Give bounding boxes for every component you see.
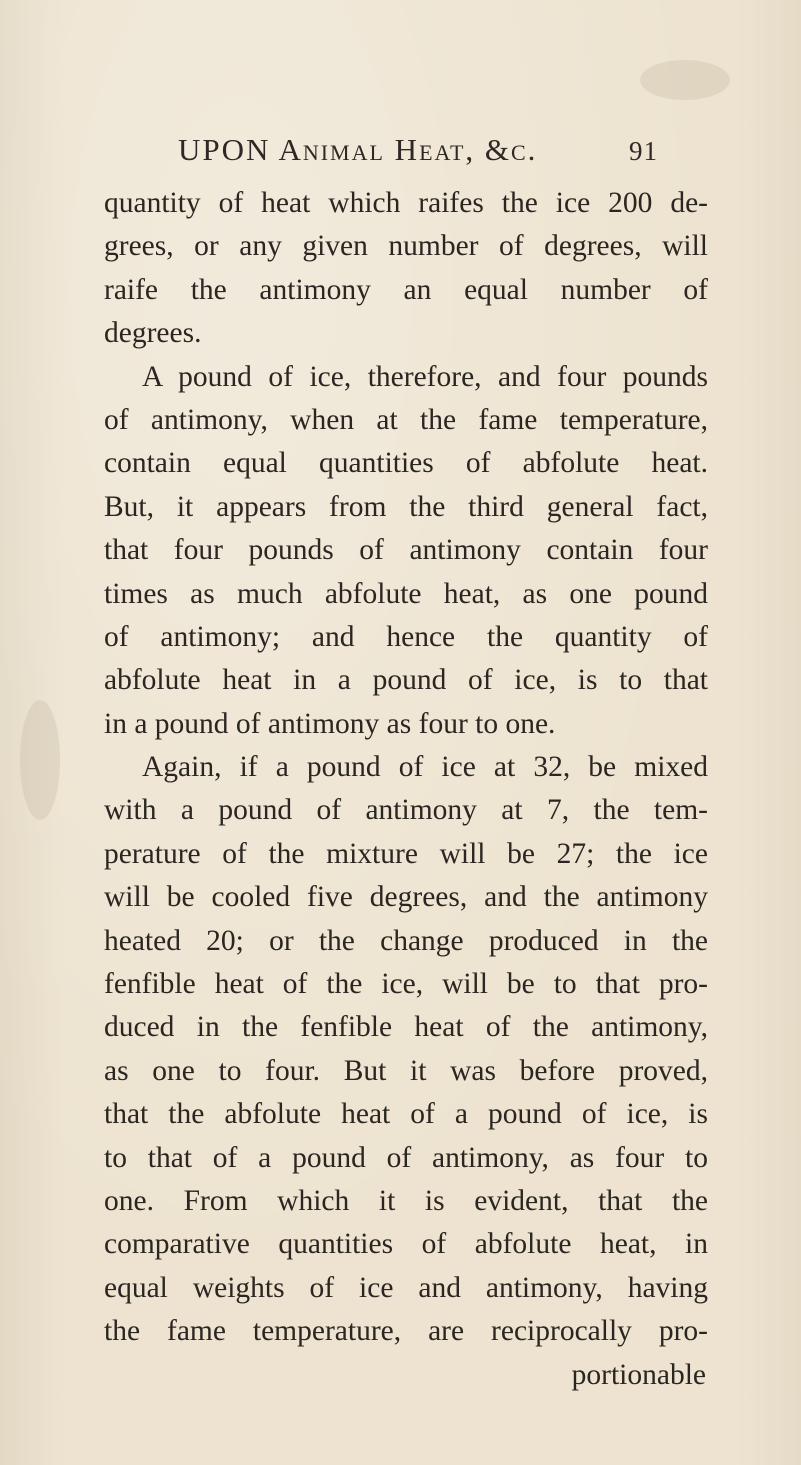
text-line: of antimony; and hence the quantity of — [104, 620, 708, 653]
text-line: grees, or any given number of degrees, will — [104, 230, 708, 263]
text-line: quantity of heat which raifes the ice 200 de- — [104, 187, 708, 219]
running-head — [178, 132, 658, 172]
text-line: in a pound of antimony as four to one. — [104, 707, 556, 740]
text-line: equal weights of ice and antimony, having — [104, 1271, 708, 1304]
text-line: to that of a pound of antimony, as four to — [104, 1141, 708, 1174]
text-line: abfolute heat in a pound of ice, is to that — [104, 664, 708, 697]
text-line: as one to four. But it was before proved, — [104, 1054, 708, 1087]
page-number: 91 — [629, 136, 658, 166]
text-line: Again, if a pound of ice at 32, be mixed — [142, 751, 708, 784]
catchword: portionable — [571, 1358, 706, 1391]
paper-stain — [640, 60, 730, 100]
text-line: comparative quantities of abfolute heat, in — [104, 1228, 708, 1261]
text-line: heated 20; or the change produced in the — [104, 924, 708, 957]
text-line: one. From which it is evident, that the — [104, 1184, 708, 1217]
text-line: will be cooled five degrees, and the antimony — [104, 881, 708, 914]
text-line: degrees. — [104, 317, 202, 350]
text-line: times as much abfolute heat, as one pound — [104, 577, 708, 610]
text-line: But, it appears from the third general fact, — [104, 490, 708, 523]
running-head-title: UPON Animal Heat, &c. — [178, 132, 538, 167]
text-line: duced in the fenfible heat of the antimony, — [104, 1011, 708, 1044]
text-line: the fame temperature, are reciprocally pro- — [104, 1315, 708, 1348]
text-line: that the abfolute heat of a pound of ice, is — [104, 1098, 708, 1131]
text-line: that four pounds of antimony contain four — [104, 534, 708, 567]
paper-stain — [20, 700, 60, 820]
text-line: A pound of ice, therefore, and four pounds — [142, 360, 708, 393]
text-line: with a pound of antimony at 7, the tem- — [104, 794, 708, 827]
body-text — [104, 182, 708, 1397]
text-line: raife the antimony an equal number of — [104, 273, 708, 306]
text-line: fenfible heat of the ice, will be to that pro- — [104, 968, 708, 1001]
text-line: of antimony, when at the fame temperature, — [104, 403, 708, 436]
text-line: contain equal quantities of abfolute heat. — [104, 447, 708, 480]
text-line: perature of the mixture will be 27; the ice — [104, 837, 708, 870]
